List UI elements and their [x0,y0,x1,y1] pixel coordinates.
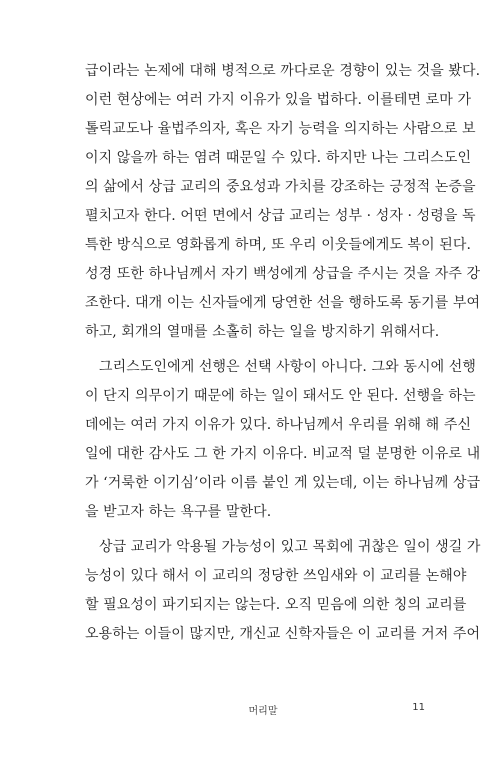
text-line: 펼치고자 한다. 어떤 면에서 상급 교리는 성부 · 성자 · 성령을 독 [85,208,476,224]
text-line: 조한다. 대개 이는 신자들에게 당연한 선을 행하도록 동기를 부여 [85,295,481,311]
text-line: 이런 현상에는 여러 가지 이유가 있을 법하다. 이를테면 로마 가 [85,92,472,108]
paragraph-3 [85,533,481,649]
text-line: 특한 방식으로 영화롭게 하며, 또 우리 이웃들에게도 복이 된다. [85,237,472,253]
page-footer [85,702,425,722]
text-line: 톨릭교도나 율법주의자, 혹은 자기 능력을 의지하는 사람으로 보 [85,121,476,137]
text-line: 의 삶에서 상급 교리의 중요성과 가치를 강조하는 긍정적 논증을 [85,179,476,195]
text-line: 데에는 여러 가지 이유가 있다. 하나님께서 우리를 위해 해 주신 [85,417,472,433]
running-head: 머리말 [248,706,278,717]
text-line: 하고, 회개의 열매를 소홀히 하는 일을 방지하기 위해서다. [85,324,440,340]
text-line: 일에 대한 감사도 그 한 가지 이유다. 비교적 덜 분명한 이유로 내 [85,446,481,462]
text-line: 상급 교리가 악용될 가능성이 있고 목회에 귀찮은 일이 생길 가 [99,539,481,555]
text-line: 오용하는 이들이 많지만, 개신교 신학자들은 이 교리를 거저 주어 [85,626,481,642]
text-line: 을 받고자 하는 욕구를 말한다. [85,504,272,520]
text-line: 그리스도인에게 선행은 선택 사항이 아니다. 그와 동시에 선행 [99,359,476,375]
text-line: 급이라는 논제에 대해 병적으로 까다로운 경향이 있는 것을 봤다. [85,63,481,79]
body-text [85,57,481,649]
text-line: 가 ‘거룩한 이기심’이라 이름 붙인 게 있는데, 이는 하나님께 상급 [85,475,481,491]
page-number: 11 [412,702,425,713]
text-line: 할 필요성이 파기되지는 않는다. 오직 믿음에 의한 칭의 교리를 [85,597,467,613]
text-line: 능성이 있다 해서 이 교리의 정당한 쓰임새와 이 교리를 논해야 [85,568,467,584]
paragraph-2 [85,353,481,527]
text-line: 성경 또한 하나님께서 자기 백성에게 상급을 주시는 것을 자주 강 [85,266,481,282]
text-line: 이 단지 의무이기 때문에 하는 일이 돼서도 안 된다. 선행을 하는 [85,388,476,404]
text-line: 이지 않을까 하는 염려 때문일 수 있다. 하지만 나는 그리스도인 [85,150,472,166]
paragraph-1 [85,57,481,347]
